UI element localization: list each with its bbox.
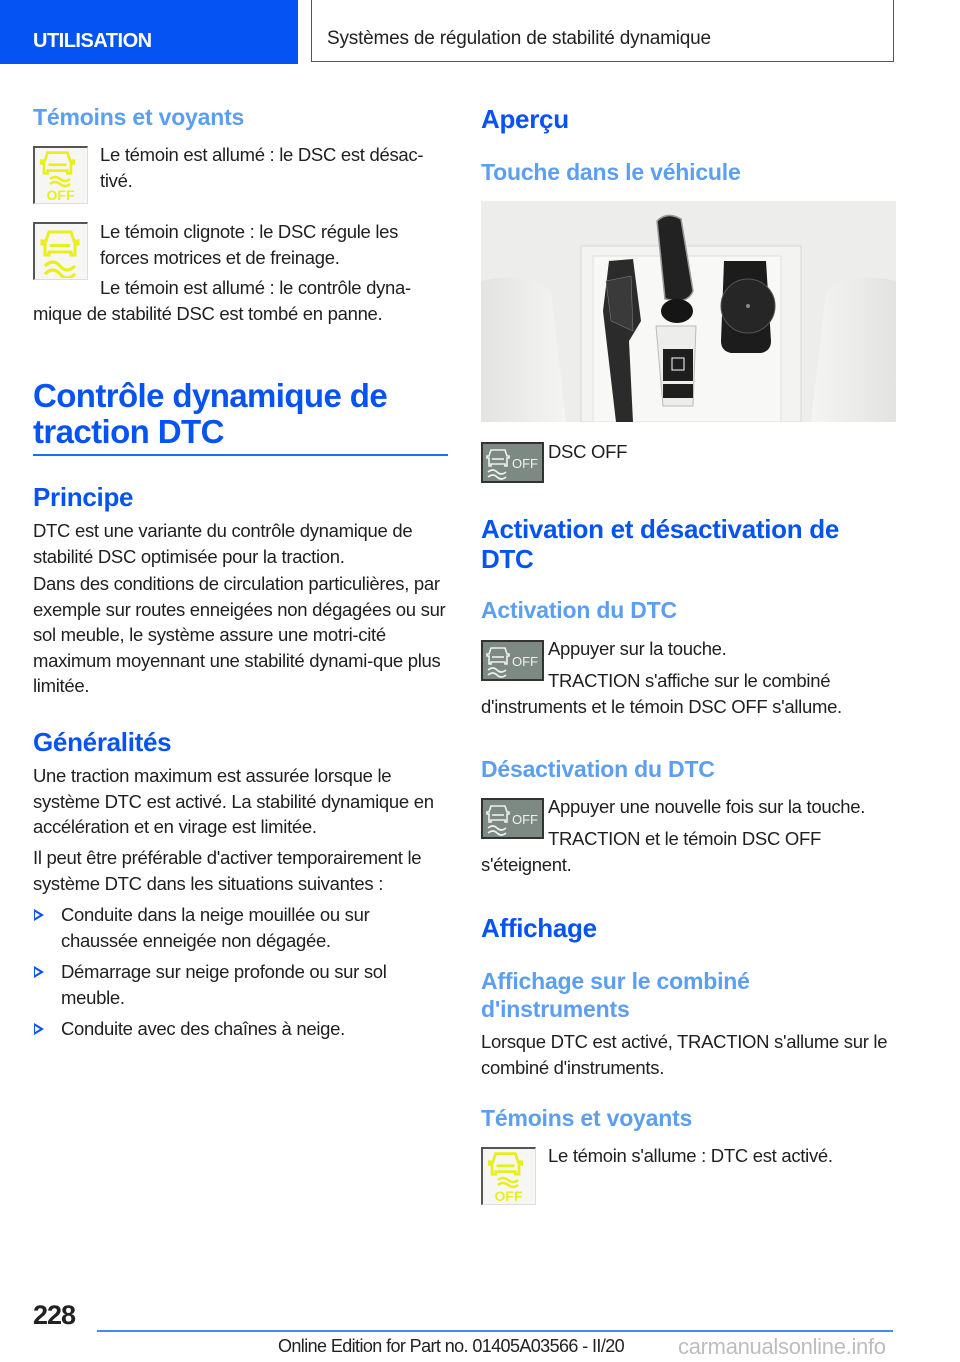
watermark: carmanualsonline.info: [678, 1334, 886, 1359]
chapter-tab: [0, 0, 298, 64]
svg-text:OFF: OFF: [46, 187, 75, 202]
svg-text:OFF: OFF: [494, 1188, 523, 1203]
activation-step: Appuyer sur la touche.: [548, 638, 727, 659]
activation-heading-line1: Activation et désactivation de: [481, 514, 839, 544]
dsc-off-label: DSC OFF: [548, 441, 628, 462]
activation-heading-line2: DTC: [481, 544, 534, 574]
affichage-combine-heading: Affichage sur le combiné d'instruments: [481, 968, 750, 1022]
svg-text:OFF: OFF: [512, 812, 538, 827]
dtc-heading-line2: traction DTC: [33, 413, 224, 450]
activation-heading: [481, 514, 896, 574]
dtc-heading-line1: Contrôle dynamique de: [33, 377, 388, 414]
desactivation-result: TRACTION et le témoin DSC OFF s'éteignent.: [481, 828, 821, 875]
page-number: 228: [33, 1300, 76, 1330]
principe-paragraph-2: Dans des conditions de circulation particulières, par exemple sur routes enneigées non dégagées ou sur sol meuble, le système assure une motri-cité maximum moyennant une stabilité dynami-que plus limitée.: [33, 573, 446, 696]
dsc-off-button-icon: [481, 442, 544, 483]
touche-heading: Touche dans le véhicule: [481, 159, 741, 185]
apercu-heading: Aperçu: [481, 104, 569, 134]
dsc-off-yellow-icon: [33, 146, 88, 204]
temoin-text-3: Le témoin est allumé : le contrôle dyna-mique de stabilité DSC est tombé en panne.: [33, 277, 411, 324]
bullet-triangle-icon: [34, 1023, 44, 1035]
temoins-heading: Témoins et voyants: [33, 104, 245, 130]
activation-dtc-heading: Activation du DTC: [481, 597, 677, 623]
section-title-box: [311, 0, 894, 62]
temoins-dtc-heading: Témoins et voyants: [481, 1105, 693, 1131]
list-item: Démarrage sur neige profonde ou sur sol meuble.: [33, 959, 448, 1010]
list-item: Conduite dans la neige mouillée ou sur chaussée enneigée non dégagée.: [33, 902, 448, 953]
activation-result: TRACTION s'affiche sur le combiné d'instruments et le témoin DSC OFF s'allume.: [481, 670, 842, 717]
desactivation-dtc-heading: Désactivation du DTC: [481, 756, 715, 782]
edition-label: Online Edition for Part no. 01405A03566 - II/20: [278, 1336, 625, 1356]
svg-text:OFF: OFF: [512, 654, 538, 669]
heading-divider: [33, 454, 448, 456]
dtc-yellow-icon: [481, 1147, 536, 1205]
list-item: Conduite avec des chaînes à neige.: [33, 1016, 448, 1042]
dsc-yellow-icon: [33, 222, 88, 280]
affichage-text: Lorsque DTC est activé, TRACTION s'allume sur le combiné d'instruments.: [481, 1031, 888, 1078]
desactivation-step: Appuyer une nouvelle fois sur la touche.: [548, 796, 866, 817]
principe-heading: Principe: [33, 482, 134, 512]
situations-list: [33, 902, 448, 1048]
generalites-heading: Généralités: [33, 727, 172, 757]
section-title: Systèmes de régulation de stabilité dynamique: [327, 28, 711, 49]
bullet-triangle-icon: [34, 966, 44, 978]
temoin-text-1: Le témoin est allumé : le DSC est désac-tivé.: [100, 144, 424, 191]
chapter-label: UTILISATION: [33, 30, 152, 52]
dtc-heading: [33, 378, 448, 450]
temoin-dtc-text: Le témoin s'allume : DTC est activé.: [548, 1145, 833, 1166]
generalites-paragraph-2: Il peut être préférable d'activer temporairement le système DTC dans les situations suivantes :: [33, 847, 422, 894]
svg-text:OFF: OFF: [512, 456, 538, 471]
bullet-triangle-icon: [34, 909, 44, 921]
temoin-text-2: Le témoin clignote : le DSC régule les forces motrices et de freinage.: [100, 221, 399, 268]
footer-divider: [97, 1330, 893, 1332]
principe-paragraph-1: DTC est une variante du contrôle dynamique de stabilité DSC optimisée pour la traction.: [33, 520, 413, 567]
center-console-photo: [481, 201, 896, 422]
generalites-paragraph-1: Une traction maximum est assurée lorsque le système DTC est activé. La stabilité dynamique en accélération et en virage est limitée.: [33, 765, 434, 837]
affichage-heading: Affichage: [481, 913, 597, 943]
